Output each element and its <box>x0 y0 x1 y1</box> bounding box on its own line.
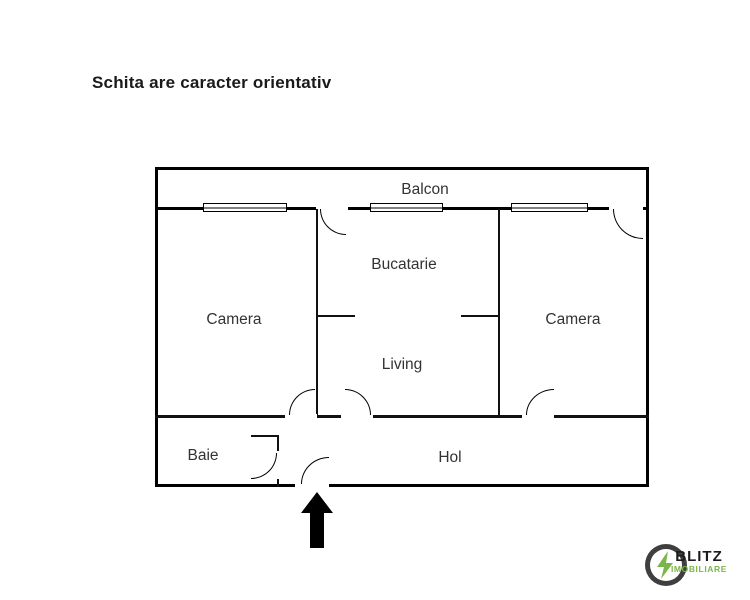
door-entrance <box>301 457 329 484</box>
room-label-balcon: Balcon <box>401 181 449 198</box>
logo-sub-text: IMOBILIARE <box>670 564 728 574</box>
wall-exterior-right <box>646 167 649 487</box>
door-balcony-left <box>320 209 346 235</box>
room-label-bucatarie: Bucatarie <box>371 256 437 273</box>
room-label-camera-left: Camera <box>206 311 262 328</box>
entrance-arrow-icon <box>300 492 334 548</box>
wall-interior-right-vertical <box>498 209 500 417</box>
room-label-camera-right: Camera <box>545 311 601 328</box>
door-right-room <box>526 389 554 415</box>
door-left-room <box>289 389 315 415</box>
floorplan-diagram <box>155 167 649 487</box>
door-balcony-right <box>613 209 643 239</box>
room-label-living: Living <box>381 356 423 373</box>
logo-main-text: BLITZ <box>675 548 723 565</box>
wall-stub-right <box>461 315 499 317</box>
window-left-room <box>203 203 287 212</box>
door-living <box>345 389 371 415</box>
wall-exterior-bottom <box>155 484 649 487</box>
wall-stub-left <box>318 315 355 317</box>
window-right-room <box>511 203 588 212</box>
window-kitchen <box>370 203 443 212</box>
wall-interior-hall <box>155 415 649 418</box>
door-bathroom <box>251 453 277 479</box>
page-title: Schita are caracter orientativ <box>92 73 332 92</box>
wall-interior-left-vertical <box>316 209 318 417</box>
room-label-hol: Hol <box>438 449 462 466</box>
room-label-baie: Baie <box>187 447 219 464</box>
wall-bathroom-jog <box>251 435 279 437</box>
blitz-imobiliare-logo <box>644 540 738 590</box>
wall-exterior-left <box>155 167 158 487</box>
wall-exterior-top <box>155 167 649 170</box>
